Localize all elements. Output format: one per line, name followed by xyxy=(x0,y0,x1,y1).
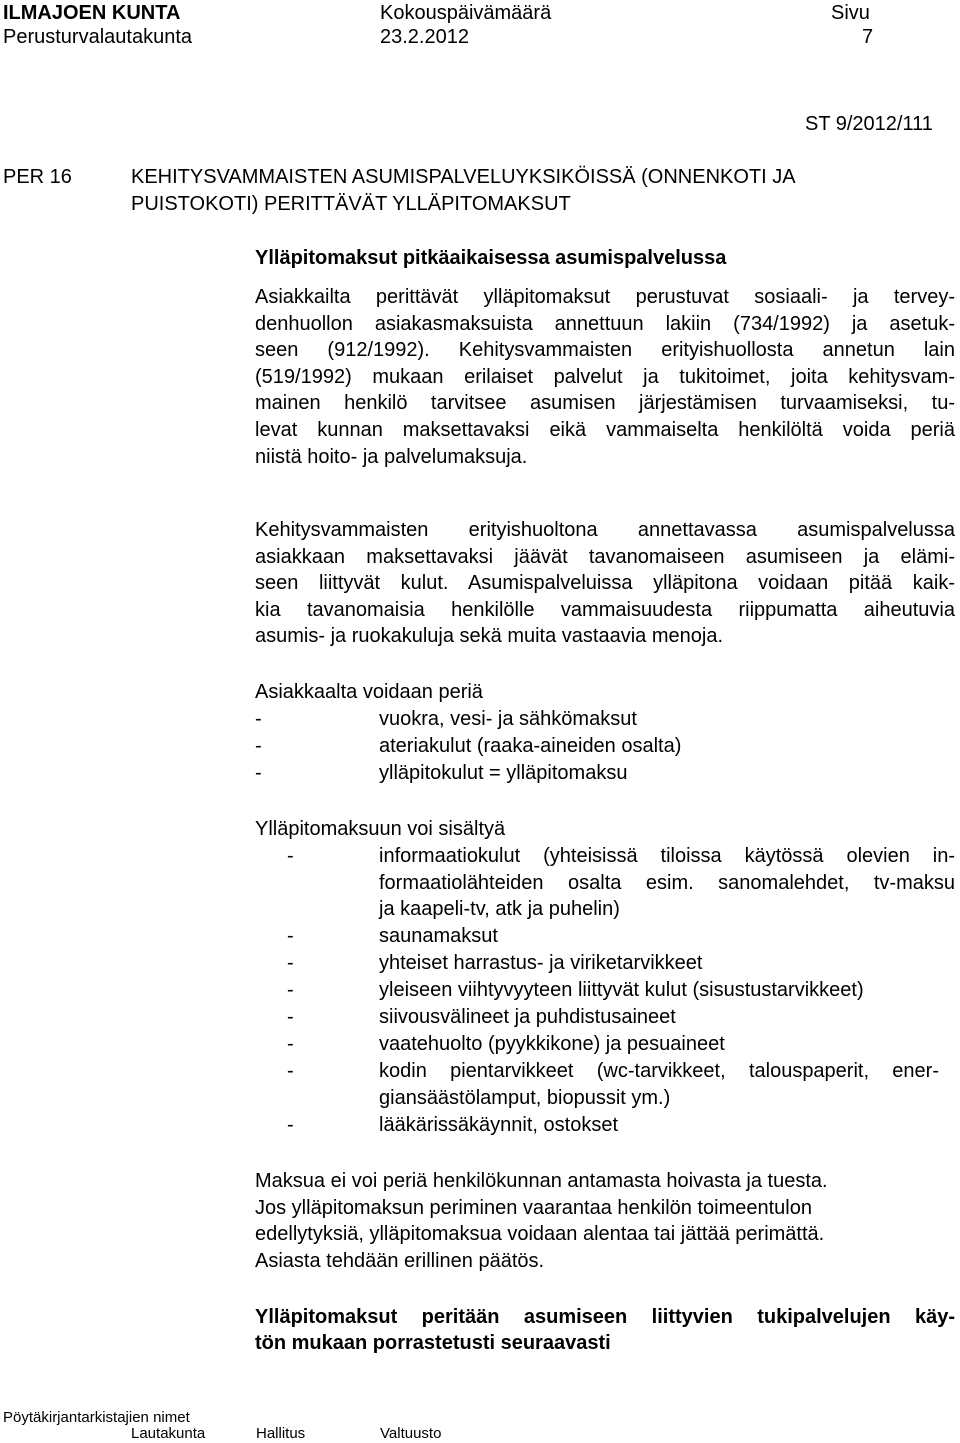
list-intro-chargeable: Asiakkaalta voidaan periä xyxy=(255,681,483,703)
list-item-text: formaatiolähteiden osalta esim. sanomalehdet, tv-maksu xyxy=(379,871,955,894)
board-name: Perusturvalautakunta xyxy=(3,26,193,48)
list-item-text: vaatehuolto (pyykkikone) ja pesuaineet xyxy=(379,1033,725,1055)
list-dash: - xyxy=(287,1060,294,1082)
paragraph-client-costs xyxy=(255,517,955,650)
page-label: Sivu xyxy=(831,2,870,24)
paragraph-line: asiakkaan maksettavaksi jäävät tavanomaiseen asumiseen ja elämi- xyxy=(255,545,955,568)
list-item-text: lääkärissäkäynnit, ostokset xyxy=(379,1114,619,1136)
paragraph-line: kia tavanomaisia henkilölle vammaisuudesta riippumatta aiheutuvia xyxy=(255,598,955,621)
paragraph-legal-basis xyxy=(255,284,955,470)
meeting-date: 23.2.2012 xyxy=(380,26,469,48)
paragraph-line: Kehitysvammaisten erityishuoltona annettavassa asumispalvelussa xyxy=(255,519,955,541)
paragraph-line: levat kunnan maksettavaksi eikä vammaiselta henkilöltä voida periä xyxy=(255,418,955,441)
paragraph-line: Asiakkailta perittävät ylläpitomaksut perustuvat sosiaali- ja tervey- xyxy=(255,286,955,308)
subheading-long-term-fees: Ylläpitomaksut pitkäaikaisessa asumispalvelussa xyxy=(255,247,727,269)
page-number: 7 xyxy=(862,26,874,48)
paragraph-line: asumis- ja ruokakuluja sekä muita vastaavia menoja. xyxy=(255,625,723,648)
list-dash: - xyxy=(287,1033,294,1055)
subheading-line: Ylläpitomaksut peritään asumiseen liittyvien tukipalvelujen käy- xyxy=(255,1306,955,1328)
list-item-text: ja kaapeli-tv, atk ja puhelin) xyxy=(379,898,620,921)
footer-col-government: Hallitus xyxy=(256,1425,306,1442)
list-dash: - xyxy=(287,1114,294,1136)
list-item-text: yleiseen viihtyvyyteen liittyvät kulut (sisustustarvikkeet) xyxy=(379,979,864,1001)
list-dash: - xyxy=(255,762,262,784)
list-item-text: ylläpitokulut = ylläpitomaksu xyxy=(379,762,628,784)
reference-code: ST 9/2012/111 xyxy=(805,113,933,135)
list-item-text: ateriakulut (raaka-aineiden osalta) xyxy=(379,735,682,757)
list-dash: - xyxy=(287,1006,294,1028)
section-number: PER 16 xyxy=(3,166,72,188)
list-dash: - xyxy=(255,708,262,730)
list-dash: - xyxy=(287,845,294,867)
paragraph-line: Maksua ei voi periä henkilökunnan antamasta hoivasta ja tuesta. xyxy=(255,1170,828,1192)
paragraph-line: (519/1992) mukaan erilaiset palvelut ja tukitoimet, joita kehitysvam- xyxy=(255,365,955,388)
paragraph-fee-reduction xyxy=(255,1168,955,1274)
list-dash: - xyxy=(255,735,262,757)
list-item-text: kodin pientarvikkeet (wc-tarvikkeet, talouspaperit, ener- xyxy=(379,1060,939,1082)
section-title-line: KEHITYSVAMMAISTEN ASUMISPALVELUYKSIKÖISSÄ (ONNENKOTI JA xyxy=(131,166,796,188)
paragraph-line: denhuollon asiakasmaksuista annettuun lakiin (734/1992) ja asetuk- xyxy=(255,312,955,335)
paragraph-line: niistä hoito- ja palvelumaksuja. xyxy=(255,445,528,468)
section-title xyxy=(131,164,796,217)
paragraph-line: Asiasta tehdään erillinen päätös. xyxy=(255,1249,545,1272)
paragraph-line: mainen henkilö tarvitsee asumisen järjestämisen turvaamiseksi, tu- xyxy=(255,392,955,415)
list-item-text: saunamaksut xyxy=(379,925,498,947)
meeting-date-label: Kokouspäivämäärä xyxy=(380,2,552,24)
list-intro-maintenance: Ylläpitomaksuun voi sisältyä xyxy=(255,818,506,840)
subheading-tiered-fees xyxy=(255,1304,955,1356)
footer-col-board: Lautakunta xyxy=(131,1425,206,1442)
paragraph-line: edellytyksiä, ylläpitomaksua voidaan alentaa tai jättää perimättä. xyxy=(255,1223,825,1246)
list-item-text: giansäästölamput, biopussit ym.) xyxy=(379,1086,671,1109)
section-title-line: PUISTOKOTI) PERITTÄVÄT YLLÄPITOMAKSUT xyxy=(131,192,571,215)
paragraph-line: seen (912/1992). Kehitysvammaisten erityishuollosta annetun lain xyxy=(255,339,955,362)
list-dash: - xyxy=(287,952,294,974)
list-item-text: yhteiset harrastus- ja viriketarvikkeet xyxy=(379,952,703,974)
list-dash: - xyxy=(287,925,294,947)
paragraph-line: Jos ylläpitomaksun periminen vaarantaa henkilön toimeentulon xyxy=(255,1196,812,1219)
subheading-line: tön mukaan porrastetusti seuraavasti xyxy=(255,1332,611,1354)
footer-signers-label: Pöytäkirjantarkistajien nimet xyxy=(3,1409,190,1426)
footer-col-council: Valtuusto xyxy=(380,1425,442,1442)
list-item-text: siivousvälineet ja puhdistusaineet xyxy=(379,1006,676,1028)
org-name: ILMAJOEN KUNTA xyxy=(3,2,181,24)
paragraph-line: seen liittyvät kulut. Asumispalveluissa ylläpitona voidaan pitää kaik- xyxy=(255,572,955,595)
list-item-text: informaatiokulut (yhteisissä tiloissa käytössä olevien in- xyxy=(379,845,955,867)
list-dash: - xyxy=(287,979,294,1001)
list-item-text: vuokra, vesi- ja sähkömaksut xyxy=(379,708,637,730)
